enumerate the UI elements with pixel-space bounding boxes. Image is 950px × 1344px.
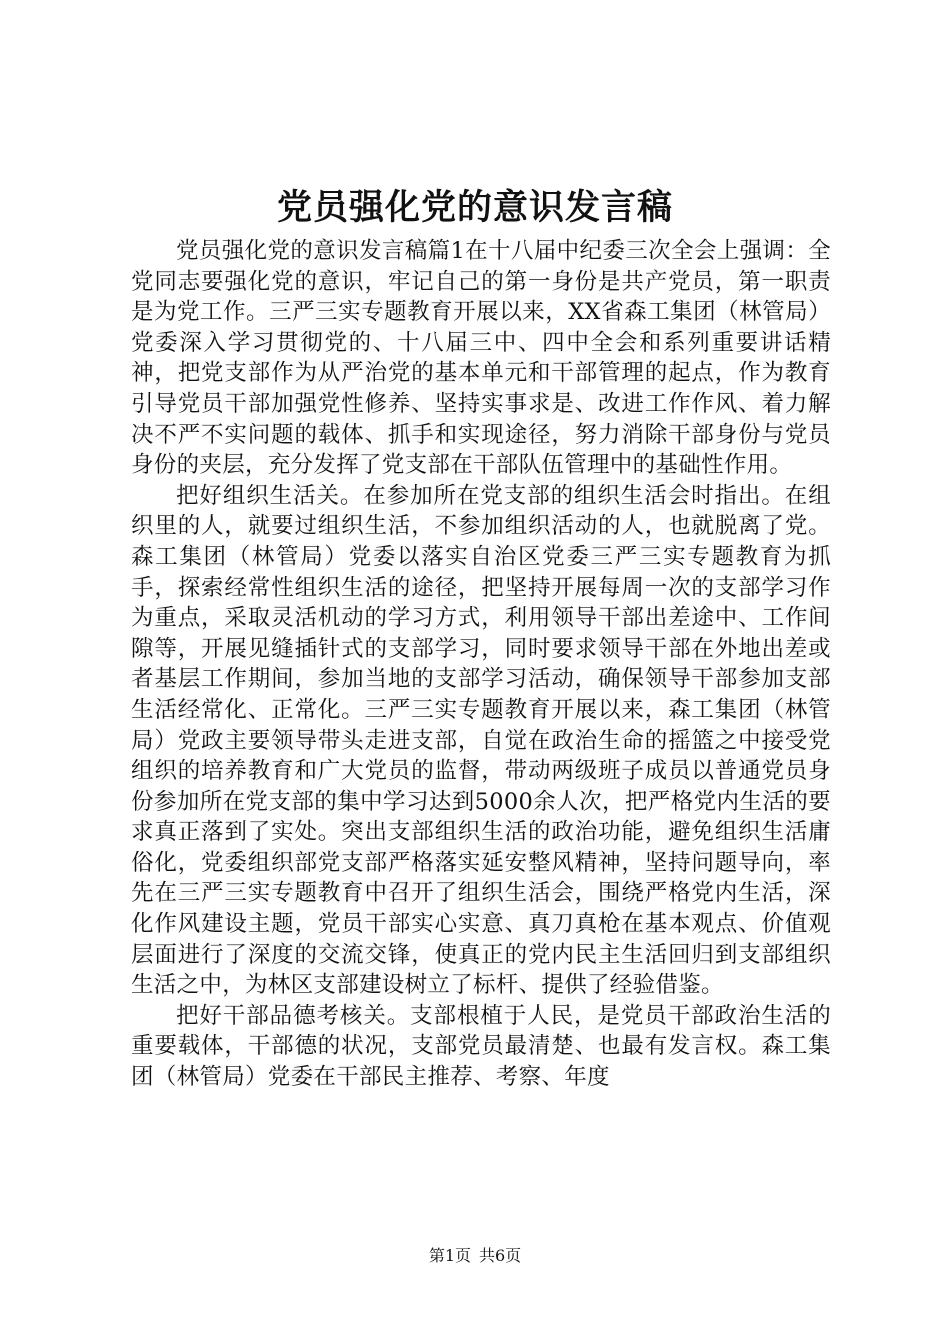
document-title: 党员强化党的意识发言稿 (276, 187, 673, 228)
page-footer (0, 1245, 950, 1267)
paragraph-1: 党员强化党的意识发言稿篇1在十八届中纪委三次全会上强调：全党同志要强化党的意识，牢记自己的第一身份是共产党员，第一职责是为党工作。三严三实专题教育开展以来，XX省森工集团（林管局）党委深入学习贯彻党的、十八届三中、四中全会和系列重要讲话精神，把党支部作为从严治党的基本单元和干部管理的起点，作为教育引导党员干部加强党性修养、坚持实事求是、改进工作作风、着力解决不严不实问题的载体、抓手和实现途径，努力消除干部身份与党员身份的夹层，充分发挥了党支部在干部队伍管理中的基础性作用。 (131, 238, 831, 479)
paragraph-3: 把好干部品德考核关。支部根植于人民，是党员干部政治生活的重要载体，干部德的状况，支部党员最清楚、也最有发言权。森工集团（林管局）党委在干部民主推荐、考察、年度 (131, 1002, 831, 1091)
paragraph-2: 把好组织生活关。在参加所在党支部的组织生活会时指出。在组织里的人，就要过组织生活，不参加组织活动的人，也就脱离了党。森工集团（林管局）党委以落实自治区党委三严三实专题教育为抓手，探索经常性组织生活的途径，把坚持开展每周一次的支部学习作为重点，采取灵活机动的学习方式，利用领导干部出差途中、工作间隙等，开展见缝插针式的支部学习，同时要求领导干部在外地出差或者基层工作期间，参加当地的支部学习活动，确保领导干部参加支部生活经常化、正常化。三严三实专题教育开展以来，森工集团（林管局）党政主要领导带头走进支部，自觉在政治生命的摇篮之中接受党组织的培养教育和广大党员的监督，带动两级班子成员以普通党员身份参加所在党支部的集中学习达到5000余人次，把严格党内生活的要求真正落到了实处。突出支部组织生活的政治功能，避免组织生活庸俗化，党委组织部党支部严格落实延安整风精神，坚持问题导向，率先在三严三实专题教育中召开了组织生活会，围绕严格党内生活，深化作风建设主题，党员干部实心实意、真刀真枪在基本观点、价值观层面进行了深度的交流交锋，使真正的党内民主生活回归到支部组织生活之中，为林区支部建设树立了标杆、提供了经验借鉴。 (131, 482, 831, 999)
page-number-total: 共6页 (479, 1246, 522, 1265)
page-number-current: 第1页 (428, 1246, 471, 1265)
document-body (131, 236, 831, 1093)
